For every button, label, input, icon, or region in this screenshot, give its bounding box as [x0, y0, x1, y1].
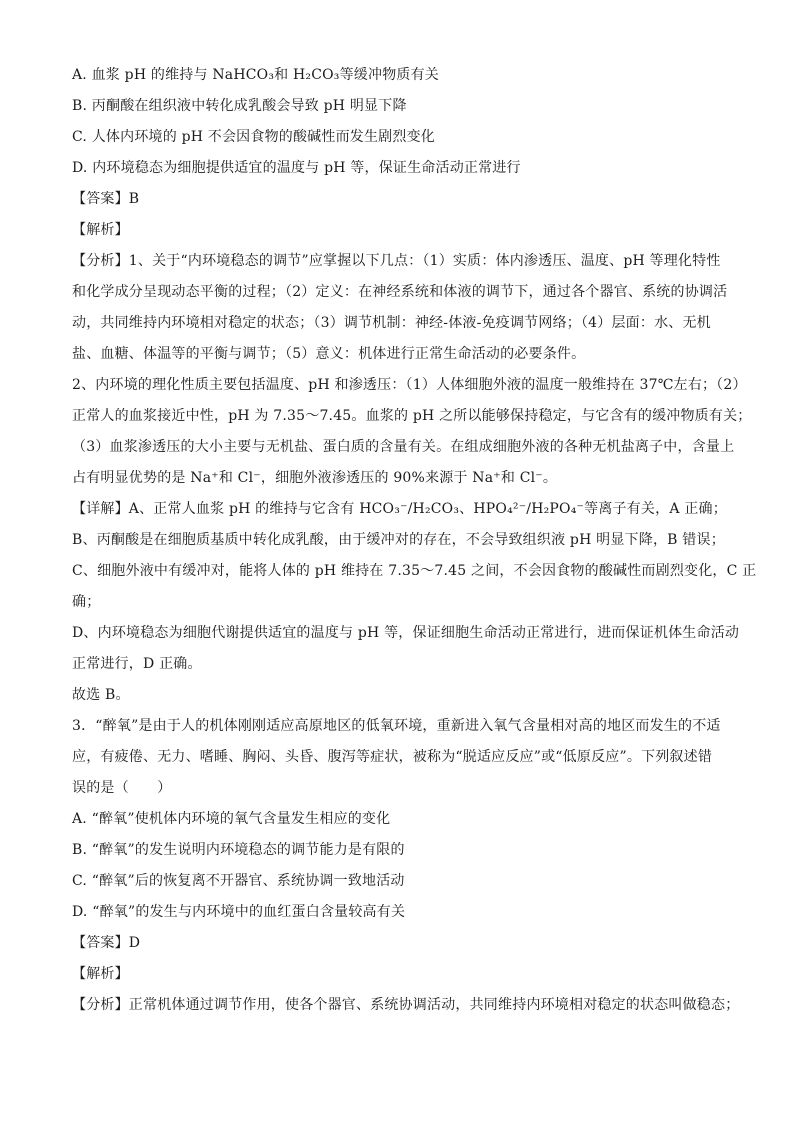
- analysis-text: 盐、血糖、体温等的平衡与调节；（5）意义：机体进行正常生命活动的必要条件。: [72, 346, 586, 362]
- question-3-stem: 应，有疲倦、无力、嗜睡、胸闷、头昏、腹泻等症状，被称为“脱适应反应”或“低原反应”。下列叙述错: [72, 749, 713, 765]
- answer-label: 【答案】D: [72, 935, 141, 951]
- analysis-label: 【解析】: [72, 222, 129, 238]
- analysis-text: 和化学成分呈现动态平衡的过程；（2）定义：在神经系统和体液的调节下，通过各个器官、系统的协调活: [72, 284, 728, 300]
- option-d: D. 内环境稳态为细胞提供适宜的温度与 pH 等，保证生命活动正常进行: [72, 160, 521, 176]
- analysis-text: 正常人的血浆接近中性，pH 为 7.35～7.45。血浆的 pH 之所以能够保持稳定，与它含有的缓冲物质有关；: [72, 408, 752, 424]
- detail-text: 【详解】A、正常人血浆 pH 的维持与它含有 HCO₃⁻/H₂CO₃、HPO₄²⁻/H₂PO₄⁻等离子有关，A 正确；: [72, 501, 727, 517]
- option-a: A. 血浆 pH 的维持与 NaHCO₃和 H₂CO₃等缓冲物质有关: [72, 67, 440, 83]
- question-3-stem: 3．“醉氧”是由于人的机体刚刚适应高原地区的低氧环境，重新进入氧气含量相对高的地区而发生的不适: [72, 718, 721, 734]
- analysis-text: 【分析】正常机体通过调节作用，使各个器官、系统协调活动，共同维持内环境相对稳定的状态叫做稳态；: [72, 997, 740, 1013]
- document-page: [72, 60, 757, 1021]
- detail-text: B、丙酮酸是在细胞质基质中转化成乳酸，由于缓冲对的存在，不会导致组织液 pH 明显下降，B 错误；: [72, 532, 725, 548]
- detail-text: C、细胞外液中有缓冲对，能将人体的 pH 维持在 7.35～7.45 之间，不会因食物的酸碱性而剧烈变化，C 正: [72, 563, 757, 579]
- analysis-text: 动，共同维持内环境相对稳定的状态；（3）调节机制：神经-体液-免疫调节网络；（4）层面：水、无机: [72, 315, 711, 331]
- analysis-text: （3）血浆渗透压的大小主要与无机盐、蛋白质的含量有关。在组成细胞外液的各种无机盐离子中，含量上: [72, 439, 735, 455]
- option-d: D. “醉氧”的发生与内环境中的血红蛋白含量较高有关: [72, 904, 406, 920]
- option-c: C. 人体内环境的 pH 不会因食物的酸碱性而发生剧烈变化: [72, 129, 435, 145]
- choice-conclusion: 故选 B。: [72, 687, 130, 703]
- detail-text: 确；: [72, 594, 101, 610]
- detail-text: 正常进行，D 正确。: [72, 656, 202, 672]
- option-b: B. “醉氧”的发生说明内环境稳态的调节能力是有限的: [72, 842, 405, 858]
- detail-text: D、内环境稳态为细胞代谢提供适宜的温度与 pH 等，保证细胞生命活动正常进行，进而保证机体生命活动: [72, 625, 740, 641]
- answer-label: 【答案】B: [72, 191, 140, 207]
- analysis-text: 占有明显优势的是 Na⁺和 Cl⁻，细胞外液渗透压的 90%来源于 Na⁺和 Cl⁻。: [72, 470, 558, 486]
- analysis-text: 【分析】1、关于“内环境稳态的调节”应掌握以下几点：（1）实质：体内渗透压、温度、pH 等理化特性: [72, 253, 721, 269]
- analysis-text: 2、内环境的理化性质主要包括温度、pH 和渗透压：（1）人体细胞外液的温度一般维持在 37℃左右；（2）: [72, 377, 747, 393]
- analysis-label: 【解析】: [72, 966, 129, 982]
- question-3-stem: 误的是（ ）: [72, 780, 172, 796]
- option-c: C. “醉氧”后的恢复离不开器官、系统协调一致地活动: [72, 873, 405, 889]
- option-b: B. 丙酮酸在组织液中转化成乳酸会导致 pH 明显下降: [72, 98, 407, 114]
- option-a: A. “醉氧”使机体内环境的氧气含量发生相应的变化: [72, 811, 391, 827]
